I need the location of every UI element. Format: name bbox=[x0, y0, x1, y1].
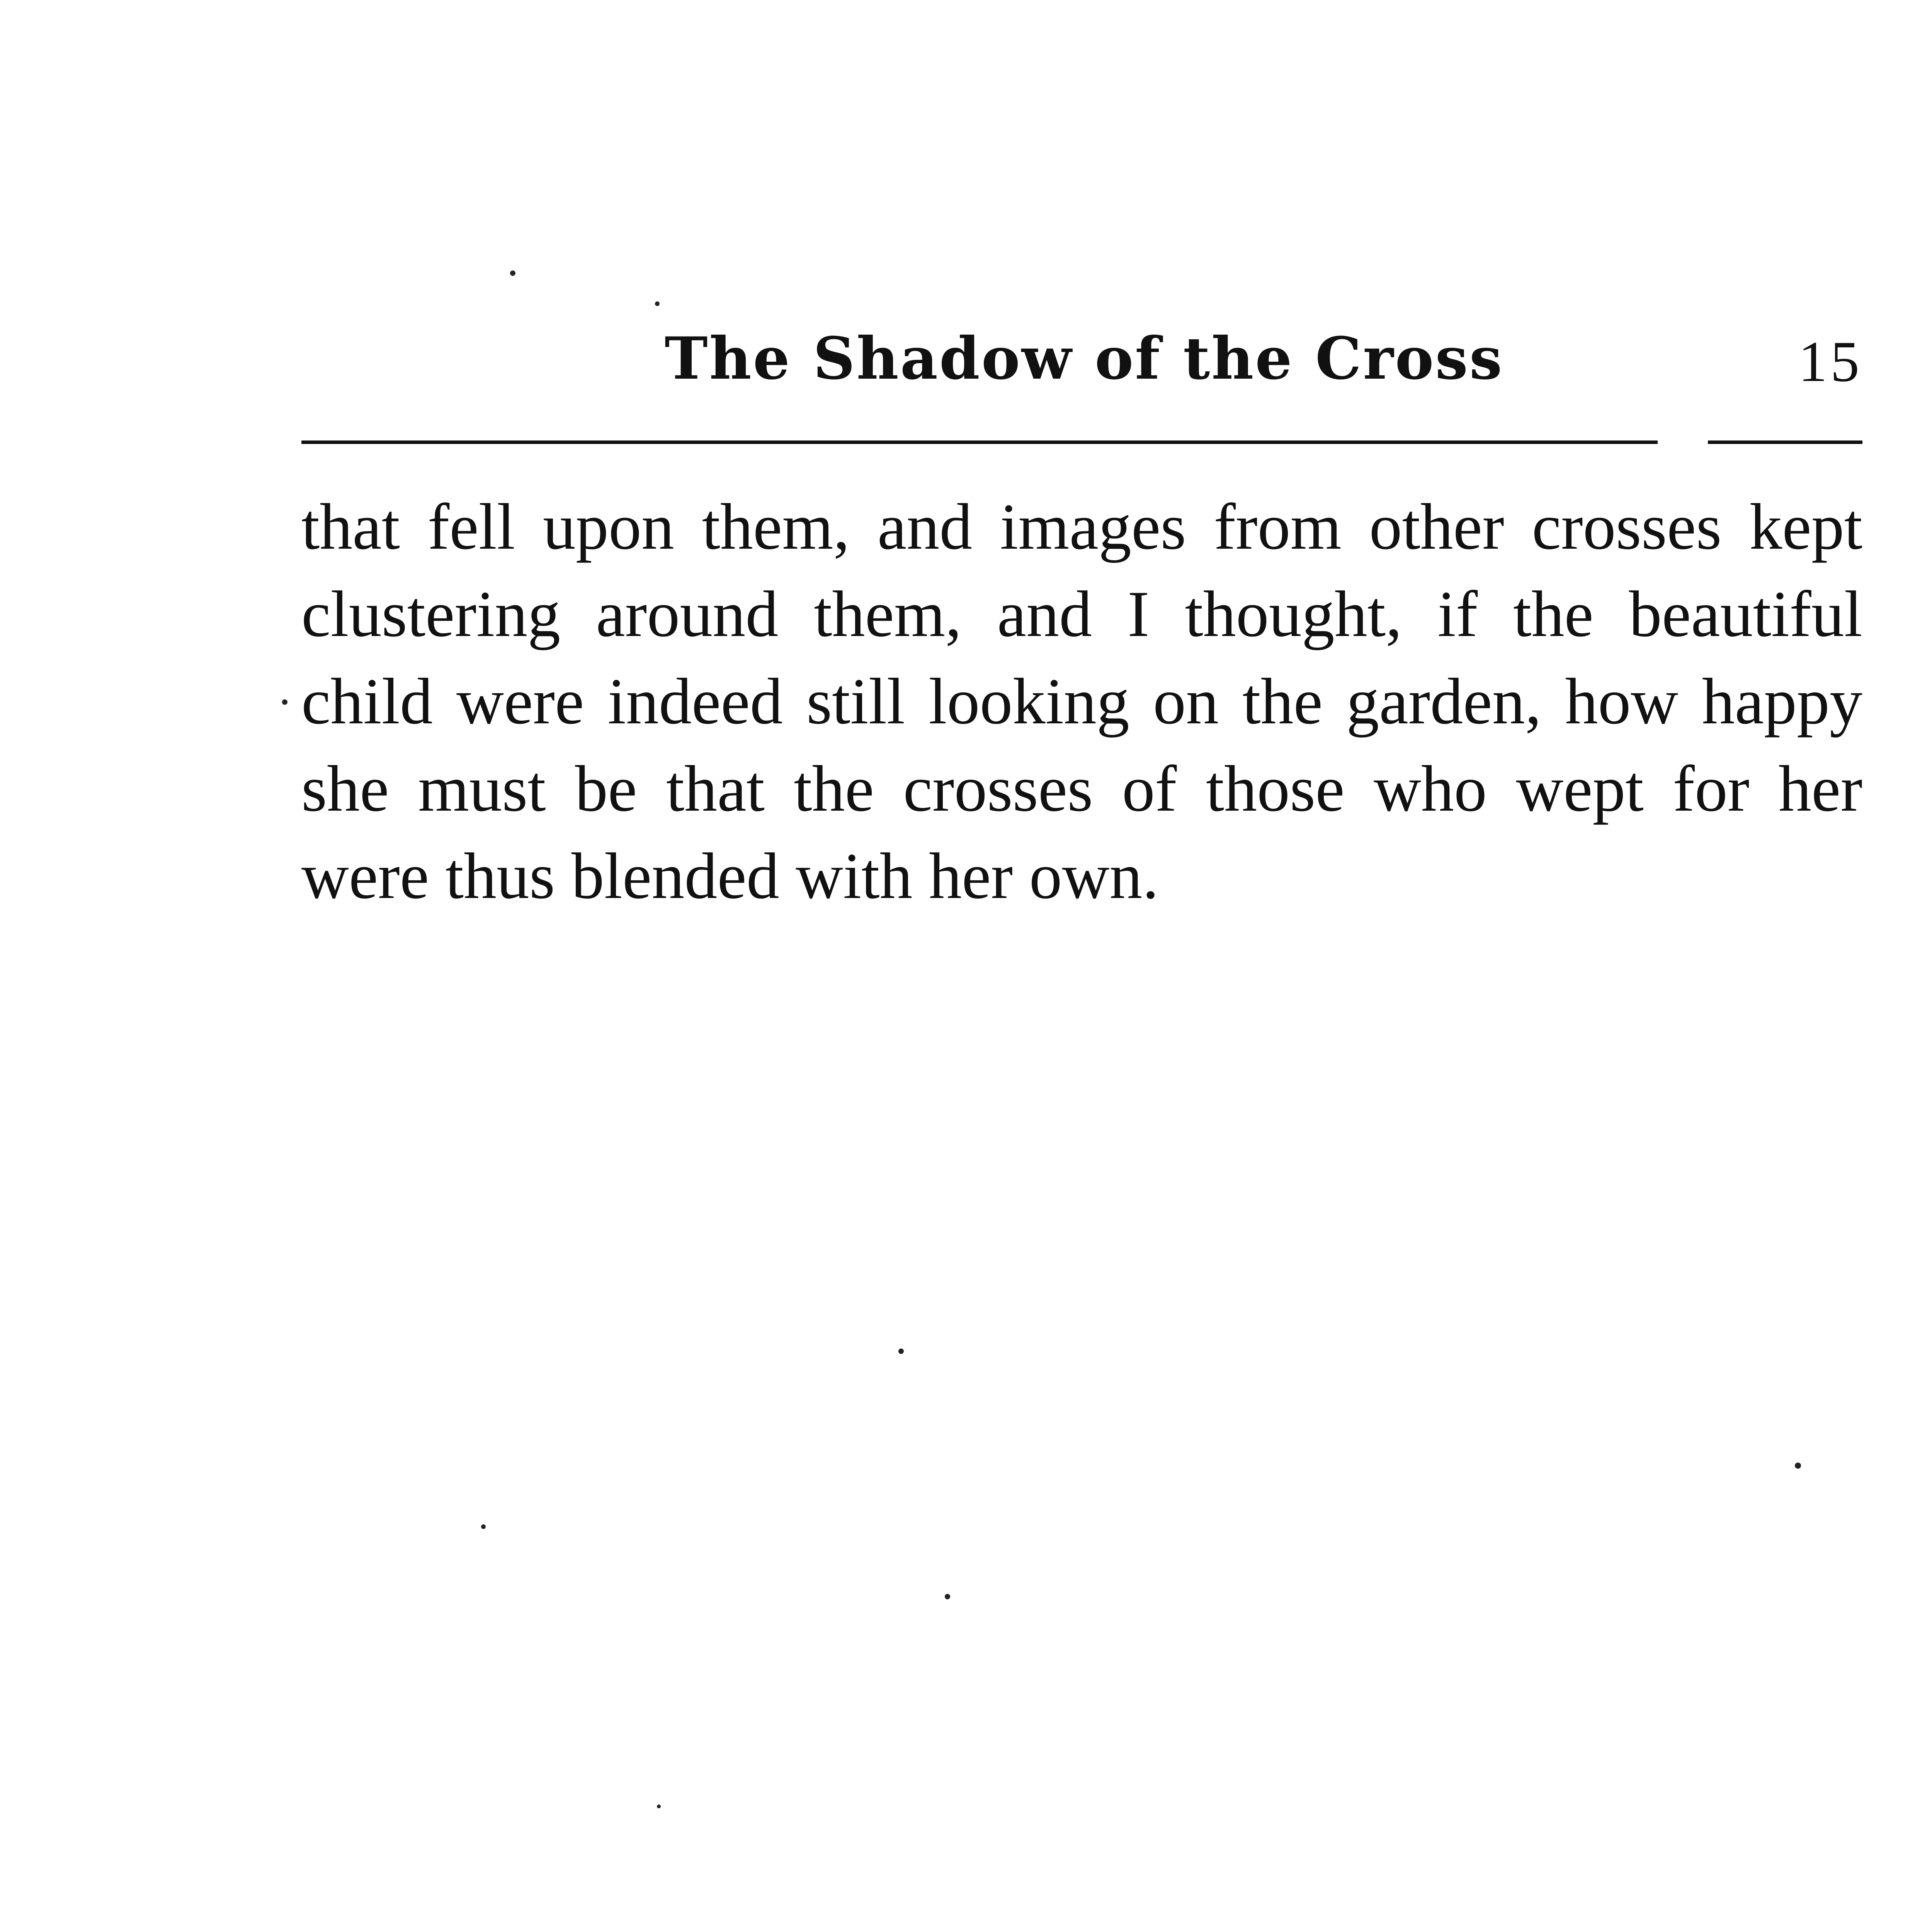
running-title: The Shadow of the Cross bbox=[665, 325, 1504, 393]
text-line: that fell upon them, and images from other crosses kept bbox=[301, 490, 1862, 563]
text-line: clustering around them, and I thought, if the beautiful bbox=[301, 578, 1862, 650]
text-line: she must be that the crosses of those who wept for her bbox=[301, 752, 1862, 825]
scan-speck bbox=[898, 1349, 904, 1354]
header-rule-long bbox=[301, 440, 1658, 444]
scan-speck bbox=[657, 1804, 661, 1808]
scan-speck bbox=[655, 301, 660, 306]
body-paragraph bbox=[301, 483, 1862, 920]
scan-speck bbox=[481, 1524, 486, 1529]
running-head bbox=[301, 325, 1862, 410]
text-line: were thus blended with her own. bbox=[301, 840, 1159, 912]
text-line: child were indeed still looking on the garden, how happy bbox=[301, 665, 1862, 738]
scan-speck bbox=[282, 699, 287, 705]
scan-speck bbox=[510, 270, 515, 276]
page-number: 15 bbox=[1798, 330, 1862, 394]
scan-speck bbox=[945, 1594, 950, 1599]
header-rule-short bbox=[1708, 440, 1862, 444]
scan-speck bbox=[1795, 1463, 1801, 1469]
